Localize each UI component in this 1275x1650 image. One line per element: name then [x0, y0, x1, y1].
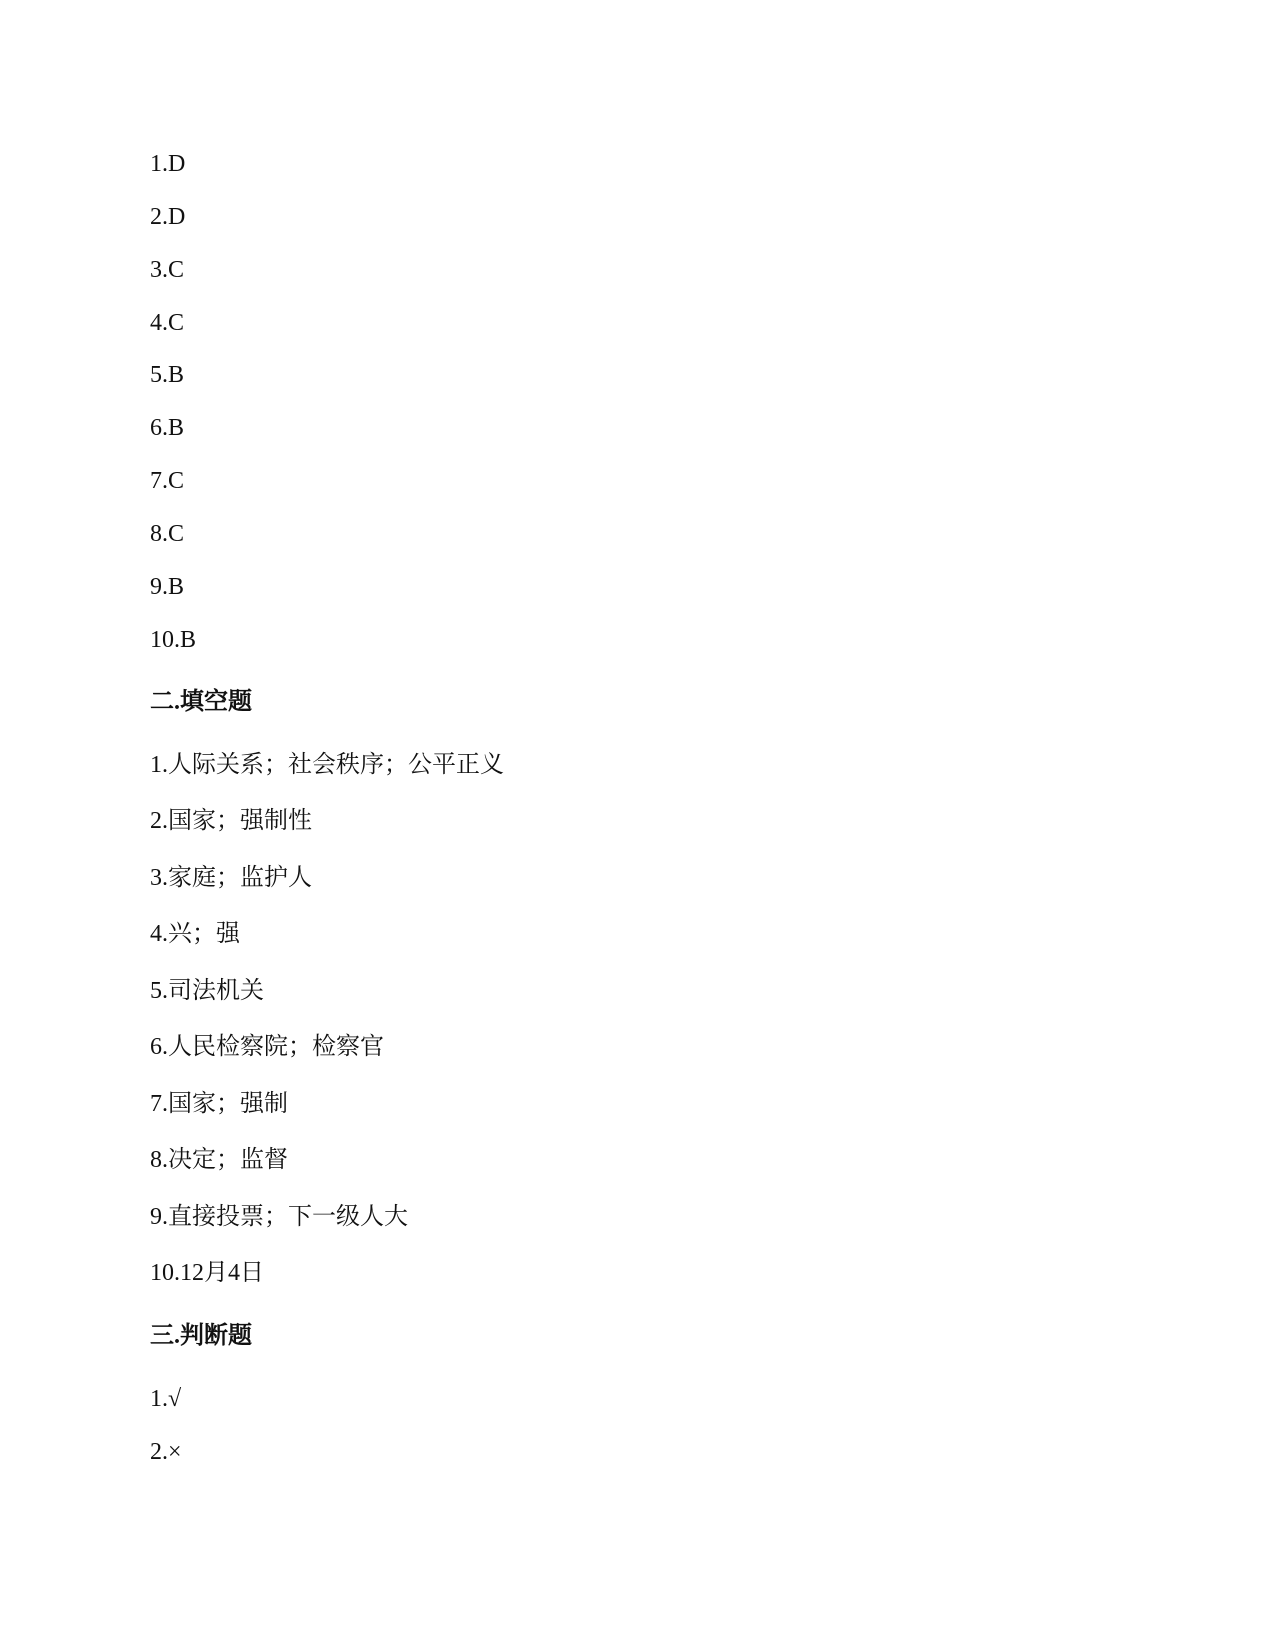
- answer-line: 6.B: [150, 415, 185, 441]
- answer-line: 5.B: [150, 362, 185, 388]
- answer-line: 10.12月4日: [150, 1260, 264, 1286]
- answer-line: 10.B: [150, 627, 197, 653]
- answer-line: 3.C: [150, 257, 185, 283]
- answer-line: 4.C: [150, 310, 185, 336]
- answer-line: 7.C: [150, 468, 185, 494]
- answer-line: 9.B: [150, 574, 185, 600]
- answer-line: 4.兴；强: [150, 921, 240, 947]
- answer-line: 6.人民检察院；检察官: [150, 1034, 384, 1060]
- answer-line: 1.人际关系；社会秩序；公平正义: [150, 752, 504, 778]
- answer-line: 3.家庭；监护人: [150, 865, 312, 891]
- answer-line: 2.国家；强制性: [150, 808, 312, 834]
- answer-line: 1.√: [150, 1386, 182, 1412]
- answer-line: 1.D: [150, 151, 186, 177]
- section-heading: 三.判断题: [150, 1323, 252, 1349]
- answer-line: 8.C: [150, 521, 185, 547]
- answer-line: 7.国家；强制: [150, 1091, 288, 1117]
- answer-line: 5.司法机关: [150, 978, 264, 1004]
- answer-line: 2.×: [150, 1439, 182, 1465]
- answer-line: 9.直接投票；下一级人大: [150, 1204, 408, 1230]
- answer-line: 8.决定；监督: [150, 1147, 288, 1173]
- section-heading: 二.填空题: [150, 689, 252, 715]
- answer-line: 2.D: [150, 204, 186, 230]
